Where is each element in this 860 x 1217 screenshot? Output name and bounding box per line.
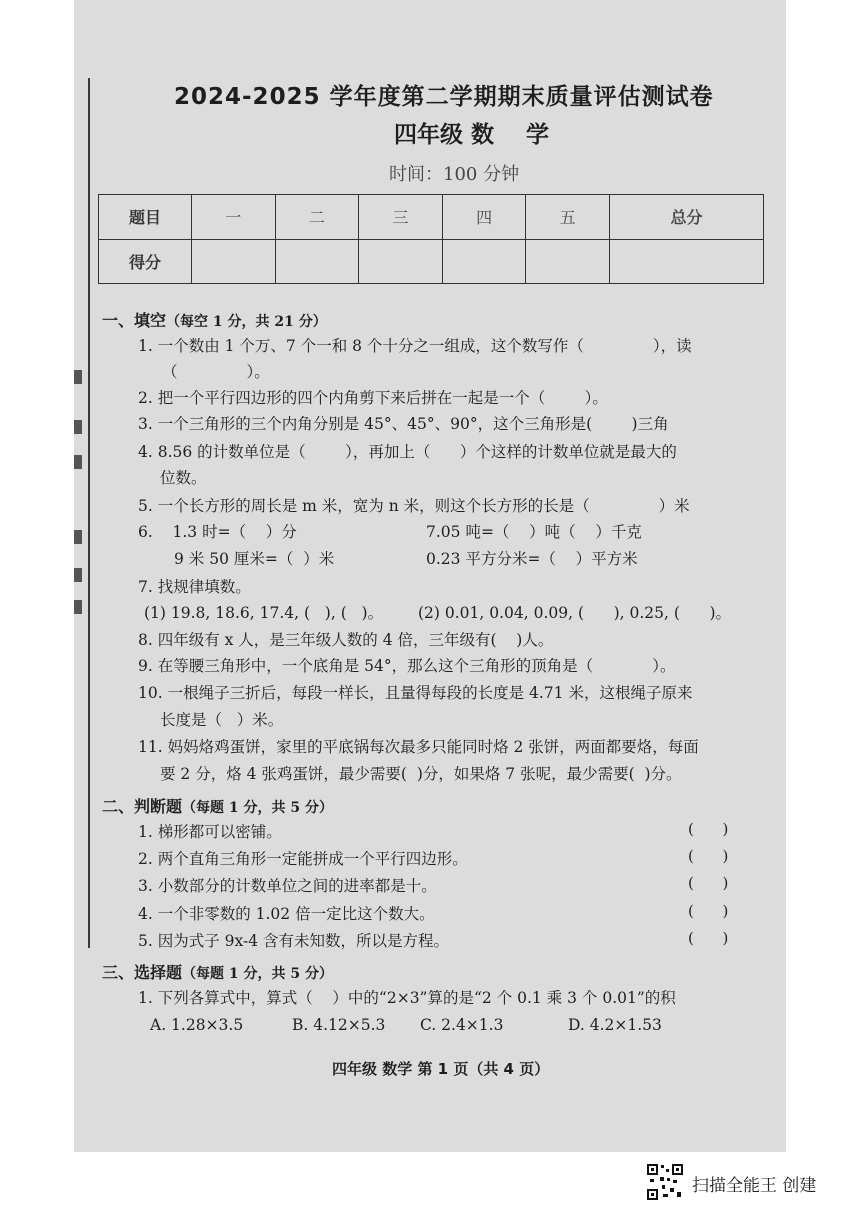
table-cell: 得分 — [99, 239, 192, 284]
table-cell: 总分 — [609, 195, 763, 240]
scanner-watermark: 扫描全能王 创建 — [692, 1176, 817, 1196]
table-cell: 题目 — [99, 195, 192, 240]
section-title: 三、选择题 — [102, 963, 183, 982]
question-line: 长度是（ ）米。 — [160, 711, 284, 729]
section-note: （每题 1 分，共 5 分） — [182, 800, 333, 816]
score-cell — [359, 239, 443, 284]
score-cell — [526, 239, 610, 284]
section-note: （每空 1 分，共 21 分） — [166, 314, 327, 330]
section-heading — [102, 794, 333, 817]
table-cell: 一 — [192, 195, 276, 240]
answer-blank: ( ) — [688, 847, 729, 865]
question-line: 10. 一根绳子三折后，每段一样长，且量得每段的长度是 4.71 米，这根绳子原来 — [138, 684, 693, 702]
margin-line — [88, 78, 90, 948]
table-row — [99, 239, 764, 284]
question-line: 11. 妈妈烙鸡蛋饼，家里的平底锅每次最多只能同时烙 2 张饼，两面都要烙，每面 — [138, 738, 699, 756]
question-line: 1. 梯形都可以密铺。 — [138, 823, 282, 841]
question-line: 3. 小数部分的计数单位之间的进率都是十。 — [138, 877, 437, 895]
question-line: 2. 两个直角三角形一定能拼成一个平行四边形。 — [138, 850, 468, 868]
table-cell: 四 — [442, 195, 526, 240]
answer-blank: ( ) — [688, 874, 729, 892]
answer-blank: ( ) — [688, 820, 729, 838]
section-title: 一、填空 — [102, 311, 167, 330]
section-title: 二、判断题 — [102, 797, 183, 816]
page-title: 2024-2025 学年度第二学期期末质量评估测试卷 — [174, 84, 714, 110]
answer-blank: ( ) — [688, 929, 729, 947]
question-line: 5. 一个长方形的周长是 m 米，宽为 n 米，则这个长方形的长是（ ）米 — [138, 497, 690, 515]
question-line: 6. 1.3 时=（ ）分 — [138, 523, 297, 541]
question-line: 1. 下列各算式中，算式（ ）中的“2×3”算的是“2 个 0.1 乘 3 个 0.01”的积 — [138, 989, 676, 1007]
table-row — [99, 195, 764, 240]
question-line: 1. 一个数由 1 个万、7 个一和 8 个十分之一组成，这个数写作（ ），读 — [138, 337, 692, 355]
question-line: 9 米 50 厘米=（ ）米 — [174, 550, 335, 568]
question-line: (1) 19.8, 18.6, 17.4, ( ), ( )。 — [144, 604, 384, 622]
option-b: B. 4.12×5.3 — [292, 1016, 386, 1034]
option-d: D. 4.2×1.53 — [568, 1016, 662, 1034]
question-line: 3. 一个三角形的三个内角分别是 45°、45°、90°，这个三角形是( )三角 — [138, 415, 669, 433]
option-a: A. 1.28×3.5 — [150, 1016, 244, 1034]
question-line: 5. 因为式子 9x-4 含有未知数，所以是方程。 — [138, 932, 450, 950]
question-line: 9. 在等腰三角形中，一个底角是 54°，那么这个三角形的顶角是（ ）。 — [138, 657, 676, 675]
question-line: 7. 找规律填数。 — [138, 578, 251, 596]
score-cell — [192, 239, 276, 284]
question-line: 要 2 分，烙 4 张鸡蛋饼，最少需要( )分，如果烙 7 张呢，最少需要( )分。 — [160, 765, 682, 783]
table-cell: 三 — [359, 195, 443, 240]
section-heading — [102, 308, 327, 331]
question-line: (2) 0.01, 0.04, 0.09, ( ), 0.25, ( )。 — [418, 604, 732, 622]
option-c: C. 2.4×1.3 — [420, 1016, 504, 1034]
score-cell — [442, 239, 526, 284]
question-line: 0.23 平方分米=（ ）平方米 — [426, 550, 638, 568]
answer-blank: ( ) — [688, 902, 729, 920]
exam-time: 时间：100 分钟 — [389, 164, 520, 185]
section-note: （每题 1 分，共 5 分） — [182, 966, 333, 982]
section-heading — [102, 960, 333, 983]
qr-code-icon — [646, 1163, 684, 1201]
question-line: 4. 一个非零数的 1.02 倍一定比这个数大。 — [138, 905, 435, 923]
question-line: 7.05 吨=（ ）吨（ ）千克 — [426, 523, 642, 541]
page-subtitle: 四年级 数 学 — [394, 122, 550, 148]
score-cell — [275, 239, 359, 284]
question-line: （ ）。 — [162, 363, 270, 381]
table-cell: 五 — [526, 195, 610, 240]
score-cell — [609, 239, 763, 284]
question-line: 4. 8.56 的计数单位是（ ），再加上（ ）个这样的计数单位就是最大的 — [138, 443, 677, 461]
binding-marks — [74, 0, 84, 1152]
page-footer: 四年级 数学 第 1 页（共 4 页） — [332, 1060, 550, 1078]
question-line: 位数。 — [160, 469, 207, 487]
question-line: 2. 把一个平行四边形的四个内角剪下来后拼在一起是一个（ ）。 — [138, 389, 608, 407]
exam-paper — [74, 0, 786, 1152]
question-line: 8. 四年级有 x 人，是三年级人数的 4 倍，三年级有( )人。 — [138, 631, 554, 649]
score-table — [98, 194, 764, 284]
table-cell: 二 — [275, 195, 359, 240]
